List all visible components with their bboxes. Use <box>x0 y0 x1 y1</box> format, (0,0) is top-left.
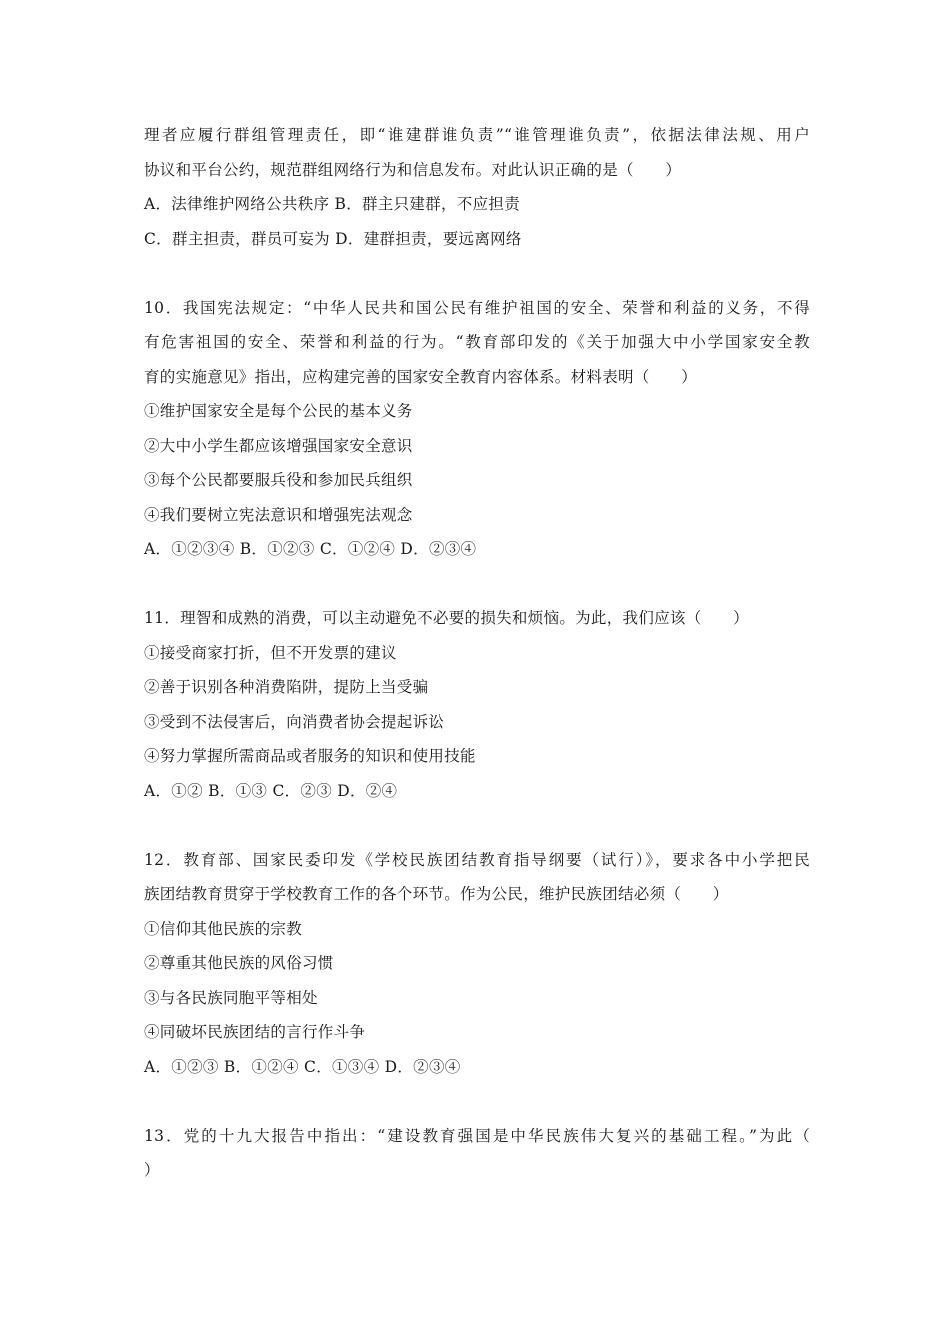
spacer <box>144 256 810 291</box>
question-13 <box>144 1119 810 1188</box>
question-13-stem-line-2: ） <box>144 1161 160 1179</box>
question-12-statement-1: ①信仰其他民族的宗教 <box>144 919 303 938</box>
question-11-stem-line-1: 11．理智和成熟的消费，可以主动避免不必要的损失和烦恼。为此，我们应该（ ） <box>144 609 749 627</box>
spacer <box>144 567 810 602</box>
question-10-statement-4: ④我们要树立宪法意识和增强宪法观念 <box>144 505 413 524</box>
question-9-stem-line-1: 理者应履行群组管理责任，即“谁建群谁负责”“谁管理谁负责”，依据法律法规、用户 <box>144 126 810 144</box>
question-12-stem-line-1: 12．教育部、国家民委印发《学校民族团结教育指导纲要（试行）》，要求各中小学把民 <box>144 850 810 869</box>
question-12-statement-2: ②尊重其他民族的风俗习惯 <box>144 954 334 972</box>
question-11-statement-4: ④努力掌握所需商品或者服务的知识和使用技能 <box>144 747 476 765</box>
question-10-stem-line-2: 有危害祖国的安全、荣誉和利益的行为。“教育部印发的《关于加强大中小学国家安全教 <box>144 333 810 351</box>
question-10-stem-line-1: 10．我国宪法规定：“中华人民共和国公民有维护祖国的安全、荣誉和利益的义务，不得 <box>144 298 810 317</box>
question-12-statement-3: ③与各民族同胞平等相处 <box>144 988 318 1007</box>
question-list <box>144 118 810 1188</box>
question-9 <box>144 118 810 256</box>
question-10-statement-3: ③每个公民都要服兵役和参加民兵组织 <box>144 471 413 489</box>
question-11 <box>144 601 810 808</box>
question-9-stem-line-2: 协议和平台公约，规范群组网络行为和信息发布。对此认识正确的是（ ） <box>144 160 682 179</box>
question-11-options: A．①② B．①③ C．②③ D．②④ <box>144 781 398 800</box>
question-11-statement-3: ③受到不法侵害后，向消费者协会提起诉讼 <box>144 712 445 731</box>
question-10-stem-line-3: 育的实施意见》指出，应构建完善的国家安全教育内容体系。材料表明（ ） <box>144 367 698 386</box>
question-12-stem-line-2: 族团结教育贯穿于学校教育工作的各个环节。作为公民，维护民族团结必须（ ） <box>144 885 729 903</box>
question-11-statement-1: ①接受商家打折，但不开发票的建议 <box>144 643 397 662</box>
question-10-statement-2: ②大中小学生都应该增强国家安全意识 <box>144 436 413 455</box>
question-12-statement-4: ④同破坏民族团结的言行作斗争 <box>144 1023 366 1041</box>
question-13-stem-line-1: 13．党的十九大报告中指出：“建设教育强国是中华民族伟大复兴的基础工程。”为此（ <box>144 1126 810 1145</box>
spacer <box>144 1084 810 1119</box>
question-10 <box>144 291 810 567</box>
spacer <box>144 808 810 843</box>
question-10-options: A．①②③④ B．①②③ C．①②④ D．②③④ <box>144 540 477 558</box>
question-12-options: A．①②③ B．①②④ C．①③④ D．②③④ <box>144 1057 461 1076</box>
question-9-option-ab: A．法律维护网络公共秩序 B．群主只建群，不应担责 <box>144 195 521 213</box>
question-11-statement-2: ②善于识别各种消费陷阱，提防上当受骗 <box>144 678 429 696</box>
question-12 <box>144 843 810 1085</box>
question-10-statement-1: ①维护国家安全是每个公民的基本义务 <box>144 402 413 420</box>
question-9-option-cd: C．群主担责，群员可妄为 D．建群担责，要远离网络 <box>144 229 522 248</box>
